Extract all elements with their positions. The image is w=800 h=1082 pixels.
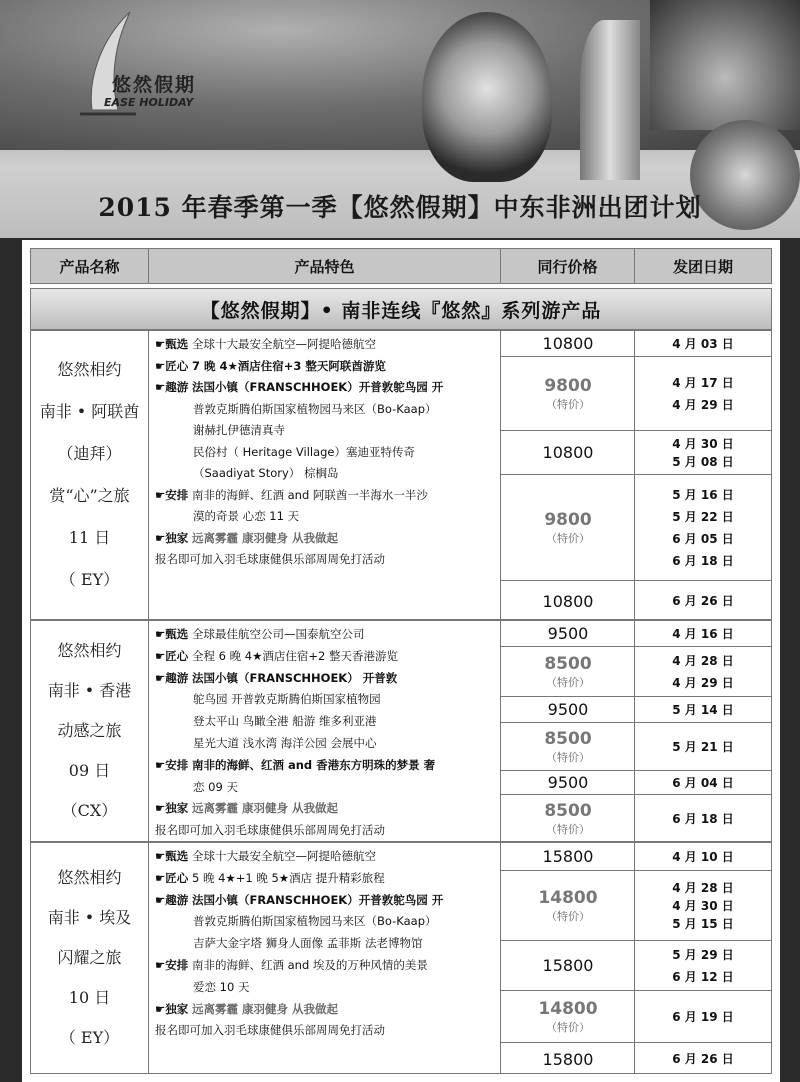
feature-line: 报名即可加入羽毛球康健俱乐部周周免打活动	[155, 823, 385, 838]
feature-label: ☛匠心	[155, 358, 189, 373]
price-cell	[501, 431, 635, 475]
feature-label: ☛甄选	[155, 627, 189, 641]
date-cell	[635, 795, 771, 843]
product-name-line: 南非 • 埃及	[47, 908, 132, 927]
departure-date: 6 月 18 日	[672, 553, 734, 568]
product-group	[30, 330, 772, 620]
feature-text: 南非的海鲜、红酒 and 埃及的万种风情的美景	[191, 957, 428, 972]
departure-date: 5 月 08 日	[672, 454, 734, 469]
feature-text: 7 晚 4★酒店住宿+3 整天阿联酋游览	[191, 358, 386, 373]
date-column	[635, 331, 771, 619]
departure-date: 4 月 30 日	[672, 436, 734, 451]
feature-line: 爱恋 10 天	[193, 979, 250, 994]
price-cell	[501, 1043, 635, 1075]
feature-line	[155, 356, 494, 378]
special-price-tag: （特价）	[546, 1020, 590, 1034]
price-value: 10800	[542, 591, 594, 611]
date-cell	[635, 475, 771, 581]
column-header-name: 产品名称	[30, 248, 149, 284]
date-cell	[635, 697, 771, 723]
departure-date: 5 月 15 日	[672, 916, 734, 931]
date-cell	[635, 771, 771, 795]
product-name	[31, 331, 149, 619]
feature-text: 南非的海鲜、红酒 and 香港东方明珠的梦景 奢	[191, 757, 436, 772]
logo-english-name: EASE HOLIDAY	[104, 96, 194, 109]
departure-date: 6 月 26 日	[672, 594, 734, 608]
price-column	[501, 331, 635, 619]
feature-text: 远离雾霾 康羽健身 从我做起	[191, 801, 338, 816]
price-value: 9500	[547, 700, 589, 719]
product-name-line: 11 日	[68, 528, 111, 547]
departure-date: 6 月 19 日	[672, 1009, 734, 1024]
date-cell	[635, 871, 771, 941]
date-cell	[635, 941, 771, 991]
date-cell	[635, 621, 771, 647]
feature-line	[155, 755, 494, 777]
special-price-tag: （特价）	[546, 909, 590, 923]
product-name	[31, 843, 149, 1073]
price-value: 10800	[542, 443, 594, 462]
price-cell	[501, 941, 635, 991]
feature-line	[155, 999, 494, 1021]
feature-line: 鸵鸟园 开普敦克斯腾伯斯国家植物园	[193, 692, 381, 707]
page-title: 2015 年春季第一季【悠然假期】中东非洲出团计划	[98, 193, 702, 222]
feature-text: 法国小镇（FRANSCHHOEK） 开普敦	[191, 670, 398, 685]
date-cell	[635, 843, 771, 871]
feature-line	[155, 377, 494, 399]
feature-line: 谢赫扎伊德清真寺	[193, 423, 285, 437]
feature-line: 民俗村（ Heritage Village）塞迪亚特传奇	[193, 444, 416, 459]
date-cell	[635, 331, 771, 357]
special-price-tag: （特价）	[546, 397, 590, 411]
price-cell	[501, 771, 635, 795]
feature-text: 南非的海鲜、红酒 and 阿联酋一半海水一半沙	[191, 487, 428, 502]
feature-line	[155, 846, 494, 868]
feature-line	[155, 528, 494, 550]
burj-al-arab-photo	[580, 20, 640, 180]
departure-date: 4 月 29 日	[672, 397, 734, 412]
price-column	[501, 843, 635, 1073]
feature-line: 吉萨大金字塔 狮身人面像 孟菲斯 法老博物馆	[193, 936, 423, 951]
feature-line	[155, 485, 494, 507]
product-name-line: （ EY）	[59, 1028, 120, 1047]
product-name-line: 南非 • 香港	[47, 681, 132, 700]
product-features	[149, 331, 501, 619]
feature-label: ☛安排	[155, 487, 189, 502]
feature-text: 全球十大最安全航空—阿提哈德航空	[191, 849, 376, 863]
price-cell	[501, 475, 635, 581]
price-value: 14800	[538, 998, 598, 1019]
feature-text: 远离雾霾 康羽健身 从我做起	[191, 1001, 338, 1016]
product-name-line: 09 日	[68, 761, 111, 780]
date-column	[635, 621, 771, 841]
feature-line	[155, 890, 494, 912]
departure-date: 4 月 17 日	[672, 375, 734, 390]
statue-photo	[650, 0, 800, 130]
feature-label: ☛安排	[155, 957, 189, 972]
feature-label: ☛匠心	[155, 870, 189, 885]
feature-label: ☛独家	[155, 1001, 189, 1016]
price-value: 14800	[538, 887, 598, 908]
date-cell	[635, 647, 771, 697]
column-header-price: 同行价格	[500, 248, 635, 284]
date-cell	[635, 1043, 771, 1075]
departure-date: 4 月 29 日	[672, 675, 734, 690]
feature-text: 法国小镇（FRANSCHHOEK）开普敦鸵鸟园 开	[191, 380, 444, 394]
series-title: 【悠然假期】• 南非连线『悠然』系列游产品	[30, 288, 772, 330]
price-cell	[501, 871, 635, 941]
feature-label: ☛独家	[155, 530, 189, 545]
product-name-line: （ EY）	[59, 570, 120, 589]
date-column	[635, 843, 771, 1073]
price-cell	[501, 581, 635, 621]
departure-date: 6 月 12 日	[672, 969, 734, 984]
product-name	[31, 621, 149, 841]
product-name-line: 动感之旅	[57, 721, 122, 740]
price-cell	[501, 647, 635, 697]
price-cell	[501, 723, 635, 771]
feature-text: 全球最佳航空公司—国泰航空公司	[191, 627, 365, 641]
price-cell	[501, 795, 635, 843]
departure-date: 4 月 16 日	[672, 626, 734, 641]
departure-date: 6 月 18 日	[672, 812, 734, 826]
product-name-line: 悠然相约	[57, 868, 122, 887]
product-name-line: 闪耀之旅	[57, 948, 122, 967]
logo-chinese-name: 悠然假期	[112, 74, 197, 96]
special-price-tag: （特价）	[546, 750, 590, 764]
product-name-line: 赏“心”之旅	[49, 486, 130, 505]
feature-line	[155, 955, 494, 977]
feature-line: （Saadiyat Story） 棕榈岛	[193, 466, 339, 480]
price-value: 9800	[544, 375, 592, 396]
column-header-features: 产品特色	[148, 248, 501, 284]
special-price-tag: （特价）	[546, 823, 590, 836]
price-cell	[501, 331, 635, 357]
price-cell	[501, 357, 635, 431]
price-column	[501, 621, 635, 841]
feature-label: ☛甄选	[155, 337, 189, 351]
departure-date: 6 月 26 日	[672, 1052, 734, 1066]
cleopatra-photo	[422, 12, 552, 182]
feature-label: ☛甄选	[155, 849, 189, 863]
price-value: 15800	[542, 956, 594, 975]
feature-label: ☛匠心	[155, 648, 189, 663]
feature-line	[155, 646, 494, 668]
price-value: 8500	[544, 728, 592, 749]
departure-date: 4 月 10 日	[672, 849, 734, 864]
feature-label: ☛独家	[155, 801, 189, 816]
date-cell	[635, 431, 771, 475]
departure-date: 4 月 28 日	[672, 880, 734, 895]
product-name-line: 悠然相约	[57, 641, 122, 660]
feature-text: 全程 6 晚 4★酒店住宿+2 整天香港游览	[191, 648, 398, 663]
header-banner	[0, 0, 800, 238]
feature-line: 报名即可加入羽毛球康健俱乐部周周免打活动	[155, 552, 385, 566]
feature-text: 远离雾霾 康羽健身 从我做起	[191, 530, 338, 545]
price-cell	[501, 843, 635, 871]
feature-line: 登太平山 鸟瞰全港 船游 维多利亚港	[193, 714, 377, 729]
product-features	[149, 621, 501, 841]
feature-line: 普敦克斯腾伯斯国家植物园马来区（Bo-Kaap）	[193, 401, 437, 416]
departure-date: 4 月 28 日	[672, 653, 734, 668]
departure-date: 4 月 03 日	[672, 336, 734, 351]
price-value: 8500	[544, 801, 592, 821]
product-features	[149, 843, 501, 1073]
departure-date: 5 月 14 日	[672, 702, 734, 717]
feature-text: 5 晚 4★+1 晚 5★酒店 提升精彩旅程	[191, 870, 385, 885]
feature-line: 恋 09 天	[193, 779, 238, 794]
feature-label: ☛趣游	[155, 670, 189, 685]
price-value: 9500	[547, 773, 589, 792]
product-group	[30, 620, 772, 842]
price-value: 9800	[544, 509, 592, 530]
price-value: 9500	[547, 624, 589, 643]
special-price-tag: （特价）	[546, 675, 590, 689]
special-price-tag: （特价）	[546, 531, 590, 545]
departure-date: 5 月 29 日	[672, 947, 734, 962]
feature-line: 报名即可加入羽毛球康健俱乐部周周免打活动	[155, 1023, 385, 1038]
price-cell	[501, 697, 635, 723]
departure-date: 5 月 22 日	[672, 509, 734, 524]
tour-schedule-table	[22, 240, 780, 1082]
departure-date: 4 月 30 日	[672, 898, 734, 913]
feature-line	[155, 334, 494, 356]
feature-line	[155, 798, 494, 820]
feature-text: 法国小镇（FRANSCHHOEK）开普敦鸵鸟园 开	[191, 892, 444, 907]
feature-line	[155, 668, 494, 690]
feature-line: 星光大道 浅水湾 海洋公园 会展中心	[193, 735, 377, 750]
feature-line: 漠的奇景 心恋 11 天	[193, 509, 300, 523]
feature-label: ☛趣游	[155, 892, 189, 907]
departure-date: 6 月 05 日	[672, 531, 734, 546]
product-group	[30, 842, 772, 1074]
date-cell	[635, 723, 771, 771]
price-value: 8500	[544, 653, 592, 674]
price-value: 15800	[542, 847, 594, 866]
departure-date: 5 月 21 日	[672, 739, 734, 754]
product-name-line: 悠然相约	[57, 360, 122, 379]
departure-date: 5 月 16 日	[672, 487, 734, 502]
product-name-line: （CX）	[61, 801, 118, 820]
departure-date: 6 月 04 日	[672, 775, 734, 790]
date-cell	[635, 991, 771, 1043]
column-header-date: 发团日期	[634, 248, 772, 284]
product-name-line: （迪拜）	[57, 444, 122, 463]
date-cell	[635, 581, 771, 621]
feature-label: ☛趣游	[155, 380, 189, 394]
product-name-line: 10 日	[68, 988, 111, 1007]
price-value: 15800	[542, 1049, 594, 1069]
feature-label: ☛安排	[155, 757, 189, 772]
feature-text: 全球十大最安全航空—阿提哈德航空	[191, 337, 376, 351]
feature-line	[155, 624, 494, 646]
price-cell	[501, 621, 635, 647]
product-name-line: 南非 • 阿联酋	[39, 402, 140, 421]
feature-line: 普敦克斯腾伯斯国家植物园马来区（Bo-Kaap）	[193, 914, 437, 929]
feature-line	[155, 868, 494, 890]
price-cell	[501, 991, 635, 1043]
date-cell	[635, 357, 771, 431]
price-value: 10800	[542, 334, 594, 353]
